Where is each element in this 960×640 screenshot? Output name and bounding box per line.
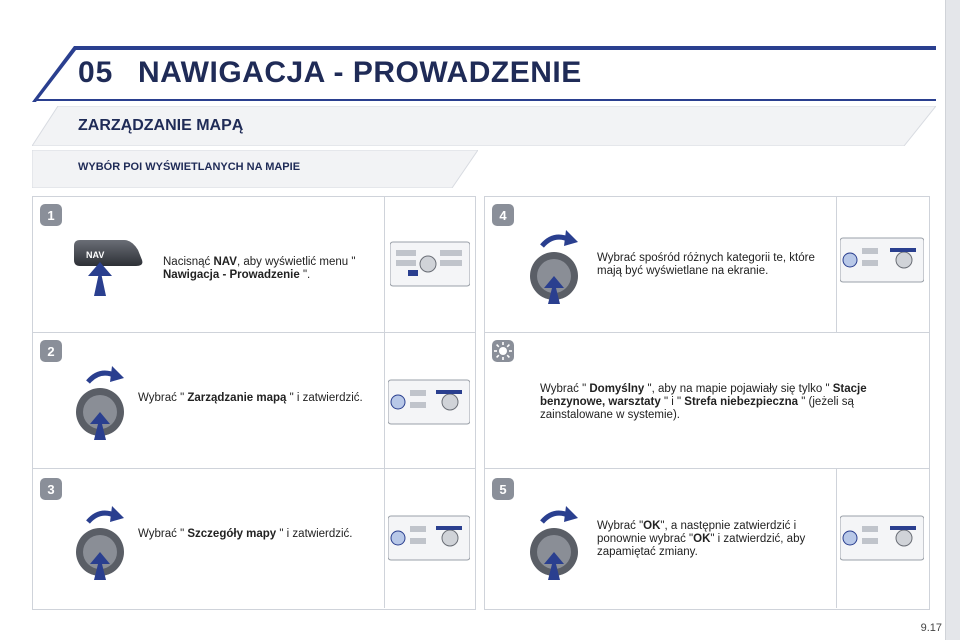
section-title: ZARZĄDZANIE MAPĄ — [78, 117, 244, 134]
step-1-number: 1 — [47, 208, 55, 223]
step-1-badge — [40, 204, 62, 226]
step-5-text: Wybrać "OK", a następnie zatwierdzić i ponownie wybrać "OK" i zatwierdzić, aby zapamiętać zmiany. — [597, 520, 806, 558]
radio-panel-illustration — [388, 512, 470, 564]
step-5-number: 5 — [499, 482, 507, 497]
subsection-title: WYBÓR POI WYŚWIETLANYCH NA MAPIE — [78, 161, 301, 173]
rotary-knob-icon — [524, 228, 588, 304]
right-sidebar-strip — [945, 0, 960, 640]
step-4-badge — [492, 204, 514, 226]
sun-tip-icon — [492, 340, 514, 362]
page-number: 9.17 — [920, 622, 942, 634]
step-5-badge — [492, 478, 514, 500]
radio-panel-illustration — [840, 234, 924, 286]
step-2-text: Wybrać " Zarządzanie mapą " i zatwierdzić. — [138, 392, 363, 404]
step-2-badge — [40, 340, 62, 362]
rotary-knob-icon — [70, 364, 134, 440]
radio-panel-illustration — [840, 512, 924, 564]
radio-panel-illustration — [390, 236, 470, 292]
step-2-number: 2 — [47, 344, 55, 359]
rotary-knob-icon — [70, 504, 134, 580]
chapter-number: 05 — [78, 56, 114, 89]
step-3-number: 3 — [47, 482, 55, 497]
step-3-badge — [40, 478, 62, 500]
chapter-title: NAWIGACJA - PROWADZENIE — [138, 56, 582, 89]
step-4-number: 4 — [499, 208, 507, 223]
rotary-knob-icon — [524, 504, 588, 580]
nav-button-illustration — [72, 236, 152, 298]
step-3-text: Wybrać " Szczegóły mapy " i zatwierdzić. — [138, 528, 353, 540]
tip-text: Wybrać " Domyślny ", aby na mapie pojawiały się tylko " Stacje benzynowe, warsztaty " i " Strefa niebezpieczna " (jeżeli są zainstalowane w systemie). — [540, 383, 867, 421]
step-4-text: Wybrać spośród różnych kategorii te, które mają być wyświetlane na ekranie. — [597, 252, 815, 277]
radio-panel-illustration — [388, 376, 470, 428]
nav-button-label: NAV — [86, 250, 105, 260]
step-1-text: Nacisnąć NAV, aby wyświetlić menu " Nawigacja - Prowadzenie ". — [163, 256, 356, 281]
